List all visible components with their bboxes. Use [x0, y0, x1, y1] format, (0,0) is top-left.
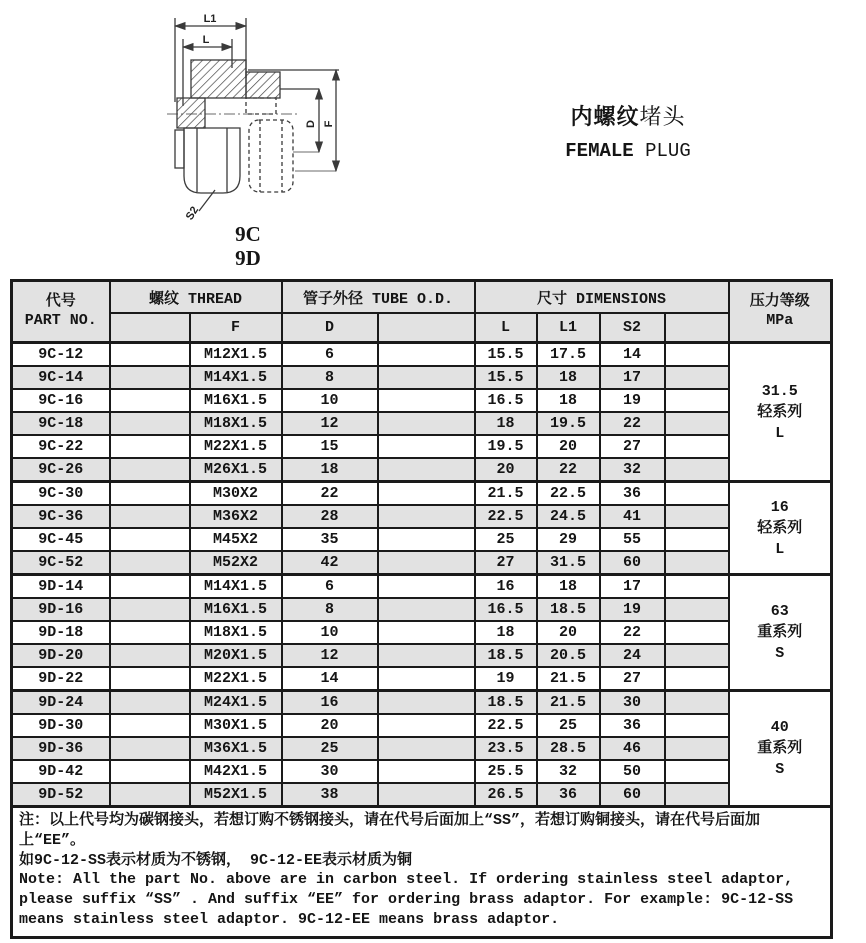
part-no-cell: 9C-16 — [12, 389, 110, 412]
table-row — [12, 667, 832, 691]
tube-extra-cell — [378, 598, 475, 621]
dim-s2-cell: 36 — [600, 714, 665, 737]
dim-s2-cell: 14 — [600, 343, 665, 367]
tube-d-cell: 25 — [282, 737, 378, 760]
thread-f-cell: M36X2 — [190, 505, 282, 528]
dim-l1-cell: 22.5 — [537, 482, 600, 506]
thread-f-cell: M12X1.5 — [190, 343, 282, 367]
thread-f-cell: M52X2 — [190, 551, 282, 575]
table-row — [12, 528, 832, 551]
part-no-cell: 9D-52 — [12, 783, 110, 807]
header-part-no-en: PART NO. — [24, 311, 97, 329]
dim-s2-cell: 50 — [600, 760, 665, 783]
thread-f-cell: M14X1.5 — [190, 366, 282, 389]
dim-s2-cell: 30 — [600, 691, 665, 715]
table-row — [12, 575, 832, 599]
thread-extra-cell — [110, 343, 190, 367]
thread-f-cell: M22X1.5 — [190, 667, 282, 691]
header-dim-l1: L1 — [537, 313, 600, 343]
thread-extra-cell — [110, 598, 190, 621]
tube-d-cell: 12 — [282, 412, 378, 435]
product-title-en-bold: FEMALE — [565, 140, 634, 162]
dim-l-cell: 16.5 — [475, 598, 537, 621]
part-no-cell: 9D-20 — [12, 644, 110, 667]
product-title-en-rest: PLUG — [645, 140, 691, 162]
part-no-cell: 9C-18 — [12, 412, 110, 435]
table-row — [12, 760, 832, 783]
thread-f-cell: M22X1.5 — [190, 435, 282, 458]
header-dimensions: 尺寸 DIMENSIONS — [475, 281, 729, 314]
header-pressure-cn: 压力等级 — [749, 292, 810, 310]
thread-extra-cell — [110, 644, 190, 667]
tube-extra-cell — [378, 458, 475, 482]
table-row — [12, 598, 832, 621]
pressure-group-cell: 63 重系列 S — [729, 575, 832, 691]
tube-d-cell: 38 — [282, 783, 378, 807]
thread-f-cell: M24X1.5 — [190, 691, 282, 715]
part-no-cell: 9C-12 — [12, 343, 110, 367]
part-no-cell: 9C-26 — [12, 458, 110, 482]
spec-table-body — [12, 343, 832, 807]
dim-l1-cell: 20 — [537, 621, 600, 644]
dims-extra-cell — [665, 575, 729, 599]
dim-l-cell: 18.5 — [475, 644, 537, 667]
thread-f-cell: M20X1.5 — [190, 644, 282, 667]
dims-extra-cell — [665, 737, 729, 760]
header-part-no — [12, 281, 110, 343]
part-no-cell: 9D-30 — [12, 714, 110, 737]
dims-extra-cell — [665, 598, 729, 621]
thread-f-cell: M16X1.5 — [190, 598, 282, 621]
tube-extra-cell — [378, 575, 475, 599]
thread-extra-cell — [110, 366, 190, 389]
table-row — [12, 412, 832, 435]
dim-s2-cell: 24 — [600, 644, 665, 667]
dim-l-cell: 25 — [475, 528, 537, 551]
tube-extra-cell — [378, 621, 475, 644]
tube-d-cell: 10 — [282, 389, 378, 412]
table-row — [12, 737, 832, 760]
thread-extra-cell — [110, 621, 190, 644]
tube-extra-cell — [378, 366, 475, 389]
thread-extra-cell — [110, 482, 190, 506]
product-title-en — [518, 140, 738, 162]
dim-s2-cell: 19 — [600, 598, 665, 621]
dim-l1-cell: 18 — [537, 389, 600, 412]
table-row — [12, 783, 832, 807]
dim-s2-cell: 27 — [600, 667, 665, 691]
pressure-group-cell: 16 轻系列 L — [729, 482, 832, 575]
table-row — [12, 551, 832, 575]
dims-extra-cell — [665, 528, 729, 551]
dim-label-f: F — [323, 120, 335, 128]
dim-l1-cell: 19.5 — [537, 412, 600, 435]
thread-extra-cell — [110, 760, 190, 783]
tube-extra-cell — [378, 667, 475, 691]
dim-l-cell: 18 — [475, 621, 537, 644]
dim-l1-cell: 18 — [537, 366, 600, 389]
dims-extra-cell — [665, 412, 729, 435]
dim-l-cell: 16 — [475, 575, 537, 599]
part-no-cell: 9C-52 — [12, 551, 110, 575]
part-no-cell: 9D-18 — [12, 621, 110, 644]
part-no-cell: 9C-30 — [12, 482, 110, 506]
thread-extra-cell — [110, 691, 190, 715]
tube-extra-cell — [378, 691, 475, 715]
header-pressure — [729, 281, 832, 343]
part-no-cell: 9C-36 — [12, 505, 110, 528]
thread-extra-cell — [110, 412, 190, 435]
pressure-group-cell: 40 重系列 S — [729, 691, 832, 807]
tube-extra-cell — [378, 760, 475, 783]
dim-l1-cell: 32 — [537, 760, 600, 783]
table-row — [12, 435, 832, 458]
tube-d-cell: 6 — [282, 343, 378, 367]
tube-d-cell: 42 — [282, 551, 378, 575]
dim-s2-cell: 41 — [600, 505, 665, 528]
dim-l1-cell: 21.5 — [537, 691, 600, 715]
tube-extra-cell — [378, 737, 475, 760]
header-thread-extra — [110, 313, 190, 343]
dim-l1-cell: 29 — [537, 528, 600, 551]
dim-l-cell: 20 — [475, 458, 537, 482]
thread-extra-cell — [110, 551, 190, 575]
dim-l1-cell: 18 — [537, 575, 600, 599]
thread-f-cell: M36X1.5 — [190, 737, 282, 760]
tube-extra-cell — [378, 389, 475, 412]
dim-l-cell: 18.5 — [475, 691, 537, 715]
thread-f-cell: M52X1.5 — [190, 783, 282, 807]
thread-extra-cell — [110, 783, 190, 807]
tube-d-cell: 6 — [282, 575, 378, 599]
tube-d-cell: 14 — [282, 667, 378, 691]
dim-l-cell: 15.5 — [475, 366, 537, 389]
dim-l1-cell: 25 — [537, 714, 600, 737]
thread-extra-cell — [110, 714, 190, 737]
dim-s2-cell: 19 — [600, 389, 665, 412]
header-dim-extra — [665, 313, 729, 343]
tube-d-cell: 16 — [282, 691, 378, 715]
thread-f-cell: M16X1.5 — [190, 389, 282, 412]
part-no-cell: 9D-14 — [12, 575, 110, 599]
dims-extra-cell — [665, 783, 729, 807]
dim-s2-cell: 17 — [600, 366, 665, 389]
tube-extra-cell — [378, 528, 475, 551]
dim-l1-cell: 22 — [537, 458, 600, 482]
part-no-cell: 9D-16 — [12, 598, 110, 621]
spec-table-header — [12, 281, 832, 343]
thread-extra-cell — [110, 389, 190, 412]
dim-s2-cell: 36 — [600, 482, 665, 506]
thread-f-cell: M42X1.5 — [190, 760, 282, 783]
part-no-cell: 9D-42 — [12, 760, 110, 783]
tube-extra-cell — [378, 505, 475, 528]
dim-l-cell: 16.5 — [475, 389, 537, 412]
dim-l-cell: 23.5 — [475, 737, 537, 760]
dims-extra-cell — [665, 482, 729, 506]
header-tube-extra — [378, 313, 475, 343]
header-dim-s2: S2 — [600, 313, 665, 343]
dim-l-cell: 26.5 — [475, 783, 537, 807]
dims-extra-cell — [665, 505, 729, 528]
table-row — [12, 691, 832, 715]
dims-extra-cell — [665, 691, 729, 715]
product-title-cn — [518, 100, 738, 131]
technical-drawing — [133, 2, 363, 222]
footnote-cn-line2: 如9C-12-SS表示材质为不锈钢， 9C-12-EE表示材质为铜 — [19, 851, 413, 869]
thread-extra-cell — [110, 737, 190, 760]
thread-extra-cell — [110, 528, 190, 551]
part-no-cell: 9D-36 — [12, 737, 110, 760]
spec-table — [10, 279, 833, 939]
figure-caption-9d: 9D — [235, 245, 261, 270]
tube-d-cell: 12 — [282, 644, 378, 667]
thread-f-cell: M45X2 — [190, 528, 282, 551]
thread-extra-cell — [110, 575, 190, 599]
dim-s2-cell: 60 — [600, 551, 665, 575]
dims-extra-cell — [665, 435, 729, 458]
dims-extra-cell — [665, 458, 729, 482]
header-pressure-unit: MPa — [766, 311, 794, 329]
tube-extra-cell — [378, 551, 475, 575]
dim-label-d: D — [305, 120, 317, 128]
header-thread: 螺纹 THREAD — [110, 281, 282, 314]
table-row — [12, 389, 832, 412]
tube-d-cell: 10 — [282, 621, 378, 644]
part-no-cell: 9C-14 — [12, 366, 110, 389]
product-title-cn-bold: 内螺纹 — [570, 104, 640, 129]
dims-extra-cell — [665, 667, 729, 691]
dims-extra-cell — [665, 714, 729, 737]
thread-f-cell: M18X1.5 — [190, 412, 282, 435]
dim-s2-cell: 22 — [600, 412, 665, 435]
thread-f-cell: M14X1.5 — [190, 575, 282, 599]
tube-extra-cell — [378, 435, 475, 458]
dim-l1-cell: 31.5 — [537, 551, 600, 575]
dim-l-cell: 25.5 — [475, 760, 537, 783]
header-tube-d: D — [282, 313, 378, 343]
tube-d-cell: 20 — [282, 714, 378, 737]
footnote — [12, 807, 832, 938]
table-row — [12, 343, 832, 367]
footnote-cn-line1: 注：以上代号均为碳钢接头，若想订购不锈钢接头，请在代号后面加上“SS”，若想订购铜接头，请在代号后面加上“EE”。 — [19, 812, 761, 849]
dim-s2-cell: 46 — [600, 737, 665, 760]
figure-area — [126, 2, 370, 270]
dim-l-cell: 22.5 — [475, 505, 537, 528]
dim-l-cell: 19.5 — [475, 435, 537, 458]
header-thread-f: F — [190, 313, 282, 343]
part-no-cell: 9D-24 — [12, 691, 110, 715]
dims-extra-cell — [665, 644, 729, 667]
dim-s2-cell: 60 — [600, 783, 665, 807]
product-title-cn-rest: 堵头 — [639, 104, 686, 129]
part-no-cell: 9C-22 — [12, 435, 110, 458]
dims-extra-cell — [665, 760, 729, 783]
dim-label-l1: L1 — [203, 13, 217, 25]
tube-d-cell: 35 — [282, 528, 378, 551]
product-title — [518, 100, 738, 162]
dim-s2-cell: 22 — [600, 621, 665, 644]
dim-l-cell: 27 — [475, 551, 537, 575]
dims-extra-cell — [665, 551, 729, 575]
dim-l1-cell: 21.5 — [537, 667, 600, 691]
tube-extra-cell — [378, 783, 475, 807]
header-tube-od: 管子外径 TUBE O.D. — [282, 281, 475, 314]
thread-f-cell: M18X1.5 — [190, 621, 282, 644]
dim-label-s2: S2 — [183, 204, 202, 222]
tube-d-cell: 18 — [282, 458, 378, 482]
tube-d-cell: 8 — [282, 366, 378, 389]
dim-l1-cell: 36 — [537, 783, 600, 807]
dim-l1-cell: 20 — [537, 435, 600, 458]
tube-extra-cell — [378, 412, 475, 435]
dim-l-cell: 22.5 — [475, 714, 537, 737]
tube-d-cell: 8 — [282, 598, 378, 621]
thread-f-cell: M26X1.5 — [190, 458, 282, 482]
tube-extra-cell — [378, 714, 475, 737]
dim-l1-cell: 17.5 — [537, 343, 600, 367]
dim-l1-cell: 24.5 — [537, 505, 600, 528]
dim-l-cell: 18 — [475, 412, 537, 435]
tube-d-cell: 22 — [282, 482, 378, 506]
tube-extra-cell — [378, 482, 475, 506]
dim-s2-cell: 17 — [600, 575, 665, 599]
dim-l1-cell: 18.5 — [537, 598, 600, 621]
thread-extra-cell — [110, 458, 190, 482]
table-row — [12, 714, 832, 737]
dims-extra-cell — [665, 366, 729, 389]
table-row — [12, 621, 832, 644]
dim-label-l: L — [202, 34, 210, 46]
dim-l1-cell: 20.5 — [537, 644, 600, 667]
thread-extra-cell — [110, 505, 190, 528]
dim-l-cell: 19 — [475, 667, 537, 691]
dims-extra-cell — [665, 621, 729, 644]
thread-f-cell: M30X1.5 — [190, 714, 282, 737]
header-part-no-cn: 代号 — [45, 292, 76, 310]
thread-extra-cell — [110, 667, 190, 691]
footnote-en: Note: All the part No. above are in carbon steel. If ordering stainless steel adaptor, please suffix “SS” . And suffix “EE” for ordering brass adaptor. For example: 9C-12-SS means stainless steel adaptor. 9C-12-EE means brass adaptor. — [19, 871, 794, 928]
thread-f-cell: M30X2 — [190, 482, 282, 506]
table-row — [12, 482, 832, 506]
header-dim-l: L — [475, 313, 537, 343]
table-row — [12, 505, 832, 528]
table-row — [12, 366, 832, 389]
dims-extra-cell — [665, 343, 729, 367]
pressure-group-cell: 31.5 轻系列 L — [729, 343, 832, 482]
table-row — [12, 458, 832, 482]
tube-d-cell: 28 — [282, 505, 378, 528]
dim-l1-cell: 28.5 — [537, 737, 600, 760]
dim-s2-cell: 55 — [600, 528, 665, 551]
dims-extra-cell — [665, 389, 729, 412]
dim-l-cell: 15.5 — [475, 343, 537, 367]
dim-s2-cell: 27 — [600, 435, 665, 458]
tube-extra-cell — [378, 644, 475, 667]
part-no-cell: 9D-22 — [12, 667, 110, 691]
thread-extra-cell — [110, 435, 190, 458]
tube-d-cell: 15 — [282, 435, 378, 458]
figure-captions — [126, 223, 370, 270]
table-row — [12, 644, 832, 667]
dim-l-cell: 21.5 — [475, 482, 537, 506]
tube-extra-cell — [378, 343, 475, 367]
tube-d-cell: 30 — [282, 760, 378, 783]
dim-s2-cell: 32 — [600, 458, 665, 482]
part-no-cell: 9C-45 — [12, 528, 110, 551]
figure-caption-9c: 9C — [235, 222, 261, 246]
